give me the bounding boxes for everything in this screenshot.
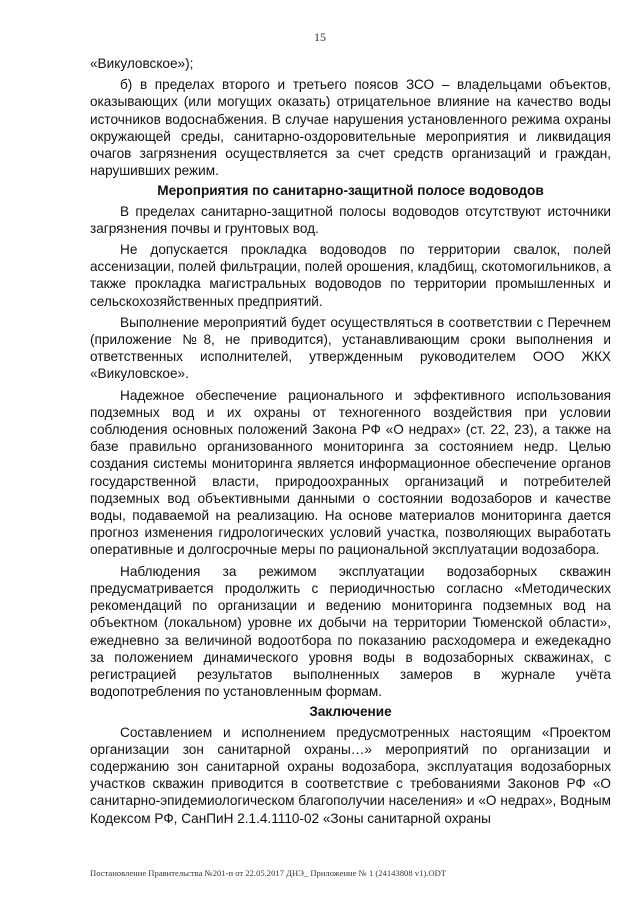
section-heading: Мероприятия по санитарно-защитной полосе водоводов (157, 183, 544, 199)
section-heading: Заключение (309, 704, 392, 720)
paragraph: Наблюдения за режимом эксплуатации водозаборных скважин предусматривается продолжить с периодичностью согласно «Методических рекомендаций по организации и ведению мониторинга подземных вод на объектном (локальном) уровне их добычи на территории Тюменской области», ежедневно за величиной водоотбора по показанию расходомера и ежедекадно за положением динамического уровня воды в водозаборных скважинах, с регистрацией результатов выполненных замеров в журнале учёта водопотребления по установленным формам. (90, 563, 611, 700)
paragraph: Надежное обеспечение рационального и эффективного использования подземных вод и их охраны от техногенного воздействия при условии соблюдения основных положений Закона РФ «О недрах» (ст. 22, 23), а также на базе правильно организованного мониторинга за состоянием недр. Целью создания системы мониторинга является информационное обеспечение органов государственной власти, природоохранных организаций и потребителей подземных вод объективными данными о состоянии водозаборов и качестве воды, подаваемой на реализацию. На основе материалов мониторинга дается прогноз изменения гидрологических условий участка, позволяющих выработать оперативные и долгосрочные меры по рациональной эксплуатации водозабора. (90, 387, 611, 558)
paragraph: В пределах санитарно-защитной полосы водоводов отсутствуют источники загрязнения почвы и грунтовых вод. (90, 203, 611, 236)
document-body (90, 55, 611, 827)
page-number: 15 (314, 30, 326, 44)
paragraph: Не допускается прокладка водоводов по территории свалок, полей ассенизации, полей фильтрации, полей орошения, кладбищ, скотомогильников, а также прокладка магистральных водоводов по территории промышленных и сельскохозяйственных предприятий. (90, 242, 611, 309)
paragraph: Составлением и исполнением предусмотренных настоящим «Проектом организации зон санитарной охраны…» мероприятий по организации и содержанию зон санитарной охраны водозабора, эксплуатация водозаборных участков скважин приводится в соответствие с требованиями Законов РФ «О санитарно-эпидемиологическом благополучии населения» и «О недрах», Водным Кодексом РФ, СанПиН 2.1.4.1110-02 «Зоны санитарной охраны (90, 724, 611, 826)
paragraph: б) в пределах второго и третьего поясов ЗСО – владельцами объектов, оказывающих (или могущих оказать) отрицательное влияние на качество воды источников водоснабжения. В случае нарушения установленного режима охраны окружающей среды, санитарно-оздоровительные мероприятия и ликвидация очагов загрязнения осуществляется за счет средств организаций и граждан, нарушивших режим. (90, 77, 611, 179)
paragraph: «Викуловское»); (90, 56, 194, 71)
paragraph: Выполнение мероприятий будет осуществляться в соответствии с Перечнем (приложение №8, не приводится), устанавливающим сроки выполнения и ответственных исполнителей, утвержденным руководителем ООО ЖКХ «Викуловское». (90, 314, 611, 382)
page-footer: Постановление Правительства №201-п от 22.05.2017 ДНЭ_ Приложение № 1 (24143808 v1).ODT (90, 868, 447, 878)
